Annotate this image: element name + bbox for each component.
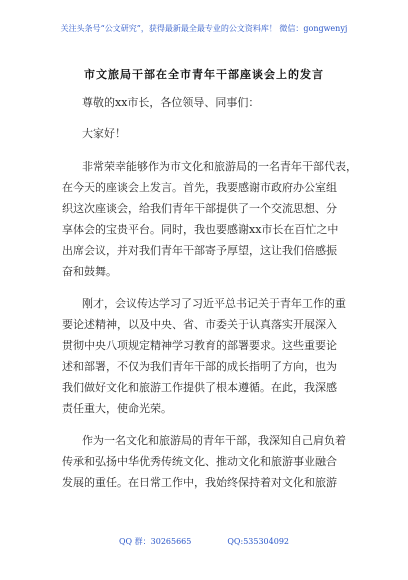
paragraph-line: 责任重大，使命光荣。 <box>62 402 172 415</box>
paragraph-line: 传承和弘扬中华优秀传统文化、推动文化和旅游事业融合 <box>62 455 337 468</box>
paragraph-line: 出席会议，并对我们青年干部寄予厚望，这让我们倍感振 <box>62 244 337 257</box>
footer-qq-number: QQ:535304092 <box>227 537 289 546</box>
paragraph-line: 织这次座谈会，给我们青年干部提供了一个交流思想、分 <box>62 202 337 215</box>
page-title: 市文旅局干部在全市青年干部座谈会上的发言 <box>84 68 324 81</box>
paragraph-line: 我们做好文化和旅游工作提供了根本遵循。在此，我深感 <box>62 381 337 394</box>
footer-qq-group: QQ 群：30265665 <box>118 537 192 546</box>
paragraph-line: 发展的重任。在日常工作中，我始终保持着对文化和旅游 <box>62 476 337 489</box>
paragraph-line: 奋和鼓舞。 <box>62 265 117 278</box>
paragraph-line: 作为一名文化和旅游局的青年干部，我深知自己肩负着 <box>82 434 346 447</box>
paragraph-line: 贯彻中央八项规定精神学习教育的部署要求。这些重要论 <box>62 339 337 352</box>
paragraph-line: 非常荣幸能够作为市文化和旅游局的一名青年干部代表， <box>82 160 357 173</box>
greeting-line: 大家好！ <box>82 127 126 140</box>
paragraph-line: 刚才，会议传达学习了习近平总书记关于青年工作的重 <box>82 297 346 310</box>
paragraph-line: 在今天的座谈会上发言。首先，我要感谢市政府办公室组 <box>62 181 337 194</box>
header-note: 关注头条号“公文研究”，获得最新最全最专业的公文资料库！ 微信：gongwenyj <box>60 24 348 33</box>
salutation-line: 尊敬的xx市长，各位领导、同事们： <box>82 96 260 109</box>
paragraph-line: 享体会的宝贵平台。同时，我也要感谢xx市长在百忙之中 <box>62 223 339 236</box>
footer-contact <box>0 536 408 547</box>
paragraph-line: 述和部署，不仅为我们青年干部的成长指明了方向，也为 <box>62 360 337 373</box>
paragraph-line: 要论述精神，以及中央、省、市委关于认真落实开展深入 <box>62 318 337 331</box>
